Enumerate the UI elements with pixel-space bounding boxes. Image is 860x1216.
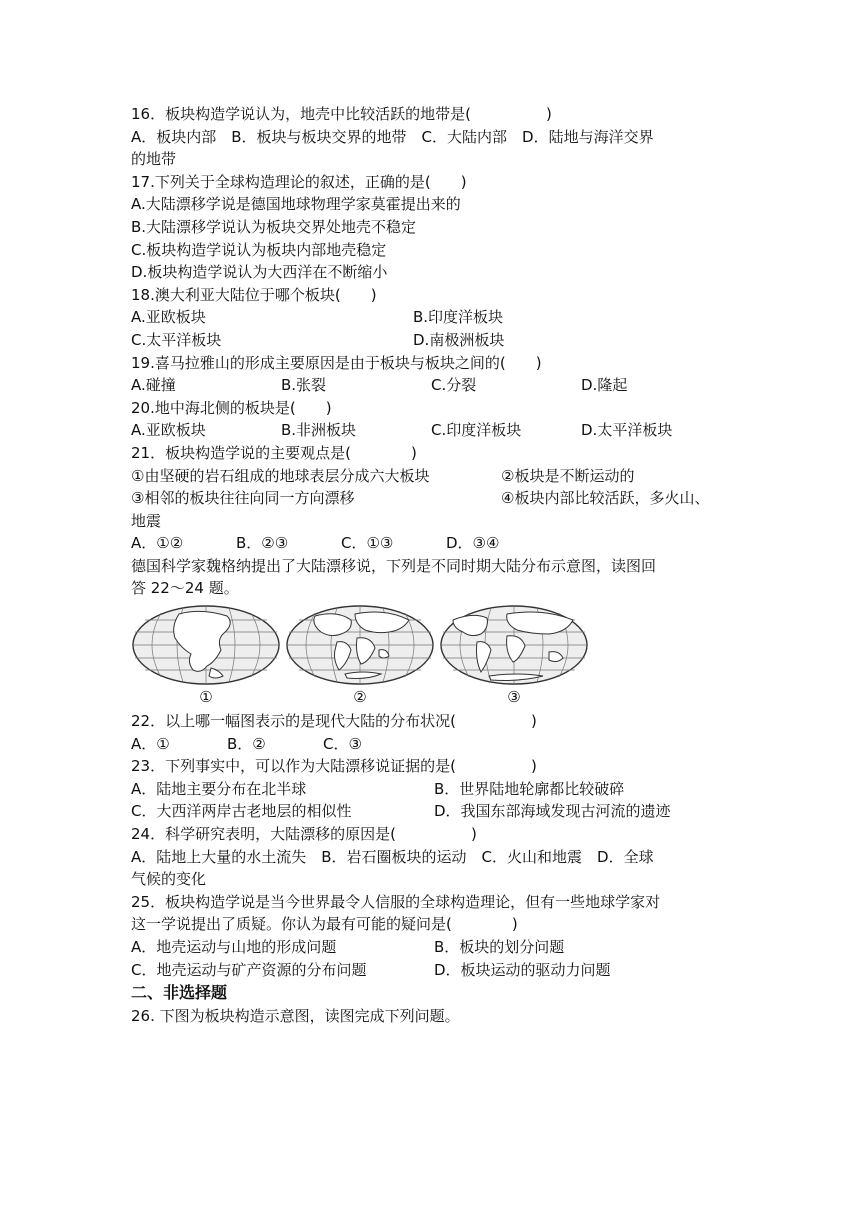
q21-statement-3: ③相邻的板块往往向同一方向漂移 <box>131 489 355 508</box>
world-map-pangaea-icon <box>131 604 281 686</box>
map-1 <box>131 604 281 710</box>
q21-stem: 21．板块构造学说的主要观点是( ) <box>131 443 417 462</box>
q22-stem: 22．以上哪一幅图表示的是现代大陆的分布状况( ) <box>131 712 537 731</box>
q18-options-row2 <box>131 329 731 352</box>
q24-options: A．陆地上大量的水土流失 B．岩石圈板块的运动 C．火山和地震 D．全球 <box>131 847 654 866</box>
q25-option-a: A．地壳运动与山地的形成问题 <box>131 938 337 956</box>
q25-option-d: D．板块运动的驱动力问题 <box>434 960 611 979</box>
q24-options-cont: 气候的变化 <box>131 870 207 889</box>
q23-option-d: D．我国东部海域发现古河流的遗迹 <box>434 802 671 821</box>
q23-option-b: B．世界陆地轮廓都比较破碎 <box>434 779 625 798</box>
q23-option-a: A．陆地主要分布在北半球 <box>131 779 307 798</box>
continent-maps <box>131 604 731 710</box>
map-3 <box>439 604 589 710</box>
q18-stem: 18.澳大利亚大陆位于哪个板块( ) <box>131 285 377 304</box>
q22-option-c: C．③ <box>323 734 362 753</box>
q24-stem: 24．科学研究表明，大陆漂移的原因是( ) <box>131 825 477 844</box>
q16-options: A．板块内部 B．板块与板块交界的地带 C．大陆内部 D．陆地与海洋交界 <box>131 127 654 146</box>
q25-option-b: B．板块的划分问题 <box>434 938 565 956</box>
q20-stem: 20.地中海北侧的板块是( ) <box>131 398 332 417</box>
q22-options <box>131 733 731 756</box>
q21-statement-4-cont: 地震 <box>131 511 162 530</box>
q17-option-c: C.板块构造学说认为板块内部地壳稳定 <box>131 240 387 259</box>
q21-statement-2: ②板块是不断运动的 <box>501 466 635 485</box>
q26-stem: 26. 下图为板块构造示意图，读图完成下列问题。 <box>131 1007 460 1026</box>
map-2-label: ② <box>353 688 367 707</box>
q21-option-b: B．②③ <box>236 534 289 553</box>
q18-option-d: D.南极洲板块 <box>413 330 505 349</box>
q16-stem: 16．板块构造学说认为，地壳中比较活跃的地带是( ) <box>131 105 552 123</box>
q19-option-d: D.隆起 <box>581 376 628 395</box>
q18-options-row1 <box>131 306 731 329</box>
q23-option-c: C．大西洋两岸古老地层的相似性 <box>131 802 352 821</box>
section-heading: 二、非选择题 <box>131 983 228 1003</box>
q20-option-d: D.太平洋板块 <box>581 421 673 440</box>
q17-option-a: A.大陆漂移学说是德国地球物理学家莫霍提出来的 <box>131 195 461 214</box>
intro-line-2: 答 22～24 题。 <box>131 579 239 598</box>
q22-option-b: B．② <box>227 734 266 753</box>
q19-stem: 19.喜马拉雅山的形成主要原因是由于板块与板块之间的( ) <box>131 353 542 372</box>
q25-stem-line-2: 这一学说提出了质疑。你认为最有可能的疑问是( ) <box>131 915 518 934</box>
q19-option-c: C.分裂 <box>431 376 477 395</box>
world-map-drift-icon <box>285 604 435 686</box>
q23-stem: 23．下列事实中，可以作为大陆漂移说证据的是( ) <box>131 757 537 776</box>
world-map-modern-icon <box>439 604 589 686</box>
map-1-label: ① <box>199 688 213 707</box>
q20-options <box>131 419 731 442</box>
q21-options <box>131 532 731 555</box>
q23-options-row2 <box>131 800 731 823</box>
exam-page <box>131 103 731 1028</box>
q19-option-b: B.张裂 <box>281 376 327 395</box>
q16-options-cont: 的地带 <box>131 150 177 169</box>
q20-option-b: B.非洲板块 <box>281 421 357 440</box>
q25-options-row2 <box>131 959 731 982</box>
q18-option-b: B.印度洋板块 <box>413 308 504 327</box>
q17-option-d: D.板块构造学说认为大西洋在不断缩小 <box>131 263 388 282</box>
q18-option-a: A.亚欧板块 <box>131 308 206 327</box>
q21-statements-row1 <box>131 465 731 488</box>
q21-statement-4: ④板块内部比较活跃，多火山、 <box>501 489 710 508</box>
q20-option-a: A.亚欧板块 <box>131 421 206 440</box>
q18-option-c: C.太平洋板块 <box>131 330 222 349</box>
q21-option-a: A．①② <box>131 534 184 553</box>
map-2 <box>285 604 435 710</box>
q17-option-b: B.大陆漂移学说认为板块交界处地壳不稳定 <box>131 217 417 236</box>
q25-stem-line-1: 25．板块构造学说是当今世界最令人信服的全球构造理论，但有一些地球学家对 <box>131 892 661 911</box>
q23-options-row1 <box>131 778 731 801</box>
q25-option-c: C．地壳运动与矿产资源的分布问题 <box>131 960 367 979</box>
q21-option-d: D．③④ <box>446 534 500 553</box>
q17-stem: 17.下列关于全球构造理论的叙述，正确的是( ) <box>131 172 467 191</box>
intro-line-1: 德国科学家魏格纳提出了大陆漂移说，下列是不同时期大陆分布示意图，读图回 <box>131 556 657 575</box>
map-3-label: ③ <box>507 688 521 707</box>
q22-option-a: A．① <box>131 734 170 753</box>
q20-option-c: C.印度洋板块 <box>431 421 522 440</box>
q25-options-row1 <box>131 936 731 959</box>
q19-options <box>131 374 731 397</box>
q21-option-c: C．①③ <box>341 534 394 553</box>
q21-statement-1: ①由坚硬的岩石组成的地球表层分成六大板块 <box>131 466 430 485</box>
q19-option-a: A.碰撞 <box>131 376 176 395</box>
q21-statements-row2 <box>131 487 731 510</box>
